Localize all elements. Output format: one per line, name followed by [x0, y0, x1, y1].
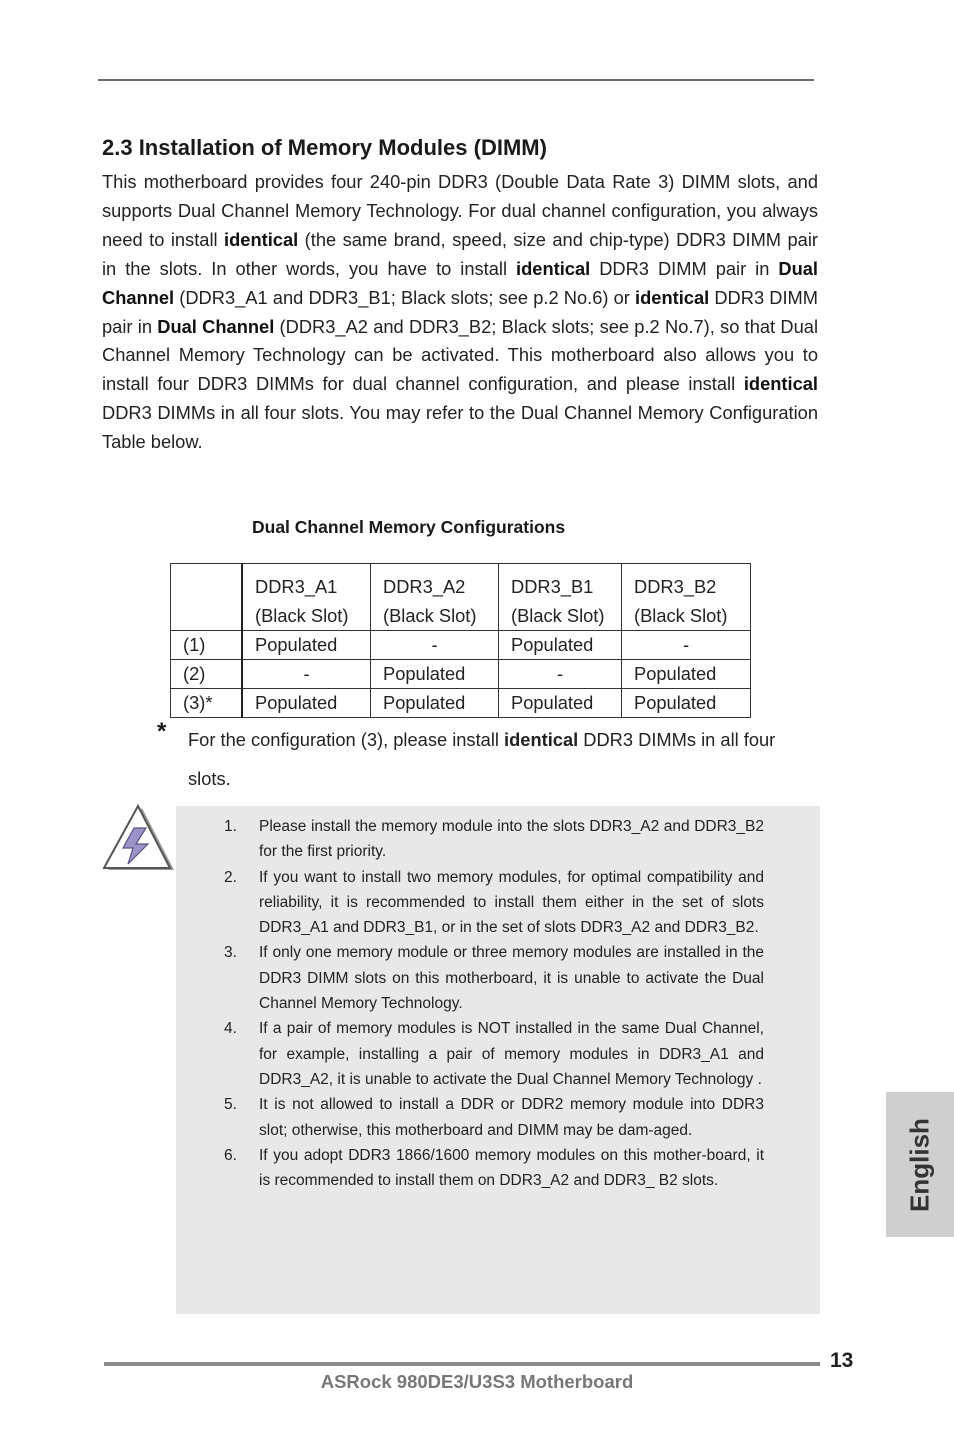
- memory-config-table: [170, 563, 751, 718]
- note-text: If a pair of memory modules is NOT installed in the same Dual Channel, for example, installing a pair of memory modules in DDR3_A1 and DDR3_A2, it is unable to activate the Dual Channel Memory Technology .: [259, 1020, 764, 1088]
- note-number: 2.: [224, 868, 237, 886]
- table-row: [171, 660, 751, 689]
- table-cell: -: [242, 660, 371, 689]
- table-cell: Populated: [622, 689, 751, 718]
- note-number: 1.: [224, 818, 237, 835]
- note-number: 5.: [224, 1096, 237, 1114]
- intro-emphasis: Dual Channel: [157, 315, 275, 337]
- language-tab-label: English: [904, 1117, 935, 1212]
- note-text: Please install the memory module into the slots DDR3_A2 and DDR3_B2 for the first priority.: [259, 818, 764, 861]
- footnote-text: [188, 720, 818, 798]
- header-cell-a2: [371, 564, 499, 631]
- intro-emphasis: identical: [516, 257, 591, 279]
- warning-triangle-icon: [102, 804, 178, 876]
- header-slot: DDR3_A2: [383, 576, 466, 597]
- intro-emphasis: identical: [635, 286, 710, 308]
- header-cell-b1: [499, 564, 622, 631]
- note-text: If you adopt DDR3 1866/1600 memory modules on this mother-board, it is recommended to install them on DDR3_A2 and DDR3_ B2 slots.: [259, 1146, 764, 1190]
- table-cell: Populated: [622, 660, 751, 689]
- note-item: [224, 1092, 764, 1143]
- intro-text: (DDR3_A1 and DDR3_B1; Black slots; see p.2 No.6) or: [174, 286, 636, 308]
- table-row: [171, 689, 751, 718]
- intro-emphasis: Dual Channel: [102, 257, 818, 308]
- note-number: 4.: [224, 1020, 237, 1038]
- table-corner-cell: [171, 564, 243, 631]
- footer-rule: [104, 1362, 820, 1366]
- note-item: [224, 940, 764, 1016]
- header-slot: DDR3_B2: [634, 576, 717, 597]
- intro-paragraph: [102, 168, 818, 457]
- table-cell: -: [622, 631, 751, 660]
- note-item: [224, 814, 764, 865]
- table-title: Dual Channel Memory Configurations: [252, 517, 566, 537]
- footnote-before: For the configuration (3), please install: [188, 729, 505, 750]
- page-number: 13: [830, 1349, 854, 1372]
- note-text: If you want to install two memory modules, for optimal compatibility and reliability, it is recommended to install them either in the set of slots DDR3_A1 and DDR3_B1, or in the set of slots DDR3_A2 and DDR3_B2.: [259, 868, 764, 937]
- intro-text: This motherboard provides four 240-pin DDR3 (Double Data Rate 3) DIMM slots, and supports Dual Channel Memory Technology. For dual channel configuration, you always need to install: [102, 171, 818, 250]
- note-item: [224, 1143, 764, 1194]
- row-label: (1): [171, 631, 243, 660]
- table-row: [171, 631, 751, 660]
- intro-text: (the same brand, speed, size and chip-type) DDR3 DIMM pair in the slots. In other words, you have to install: [102, 228, 818, 279]
- header-color: (Black Slot): [255, 605, 349, 626]
- table-cell: -: [371, 631, 499, 660]
- intro-text: DDR3 DIMM pair in: [590, 257, 779, 279]
- header-color: (Black Slot): [634, 605, 728, 626]
- footnote-after: DDR3 DIMMs in all four slots.: [188, 729, 776, 789]
- header-rule: [98, 79, 814, 81]
- row-label: (3)*: [171, 689, 243, 718]
- note-text: It is not allowed to install a DDR or DDR2 memory module into DDR3 slot; otherwise, this motherboard and DIMM may be dam-aged.: [259, 1096, 764, 1139]
- footnote-bold: identical: [504, 729, 579, 750]
- notes-list: [224, 814, 764, 1193]
- footnote-marker: *: [157, 718, 167, 745]
- intro-emphasis: identical: [224, 228, 299, 250]
- intro-text: (DDR3_A2 and DDR3_B2; Black slots; see p.2 No.7), so that Dual Channel Memory Technology can be activated. This motherboard also allows you to install four DDR3 DIMMs for dual channel configuration, and please install: [102, 315, 818, 395]
- note-text: If only one memory module or three memory modules are installed in the DDR3 DIMM slots on this motherboard, it is unable to activate the Dual Channel Memory Technology.: [259, 944, 764, 1013]
- intro-emphasis: identical: [743, 373, 818, 395]
- table-cell: Populated: [371, 660, 499, 689]
- section-title: 2.3 Installation of Memory Modules (DIMM): [102, 135, 547, 160]
- header-cell-b2: [622, 564, 751, 631]
- table-cell: Populated: [499, 689, 622, 718]
- note-item: [224, 865, 764, 941]
- note-number: 3.: [224, 944, 237, 962]
- note-item: [224, 1016, 764, 1092]
- header-slot: DDR3_B1: [511, 576, 594, 597]
- intro-text: DDR3 DIMMs in all four slots. You may refer to the Dual Channel Memory Configuration Table below.: [102, 402, 818, 453]
- table-header-row: [171, 564, 751, 631]
- table-cell: Populated: [242, 689, 371, 718]
- footer-title: ASRock 980DE3/U3S3 Motherboard: [320, 1371, 634, 1392]
- header-color: (Black Slot): [383, 605, 477, 626]
- table-cell: Populated: [371, 689, 499, 718]
- table-cell: Populated: [499, 631, 622, 660]
- table-cell: -: [499, 660, 622, 689]
- header-slot: DDR3_A1: [255, 576, 338, 597]
- header-cell-a1: [242, 564, 371, 631]
- header-color: (Black Slot): [511, 605, 605, 626]
- intro-text: DDR3 DIMM pair in: [102, 286, 818, 337]
- table-cell: Populated: [242, 631, 371, 660]
- row-label: (2): [171, 660, 243, 689]
- note-number: 6.: [224, 1146, 237, 1164]
- language-tab: [886, 1092, 954, 1237]
